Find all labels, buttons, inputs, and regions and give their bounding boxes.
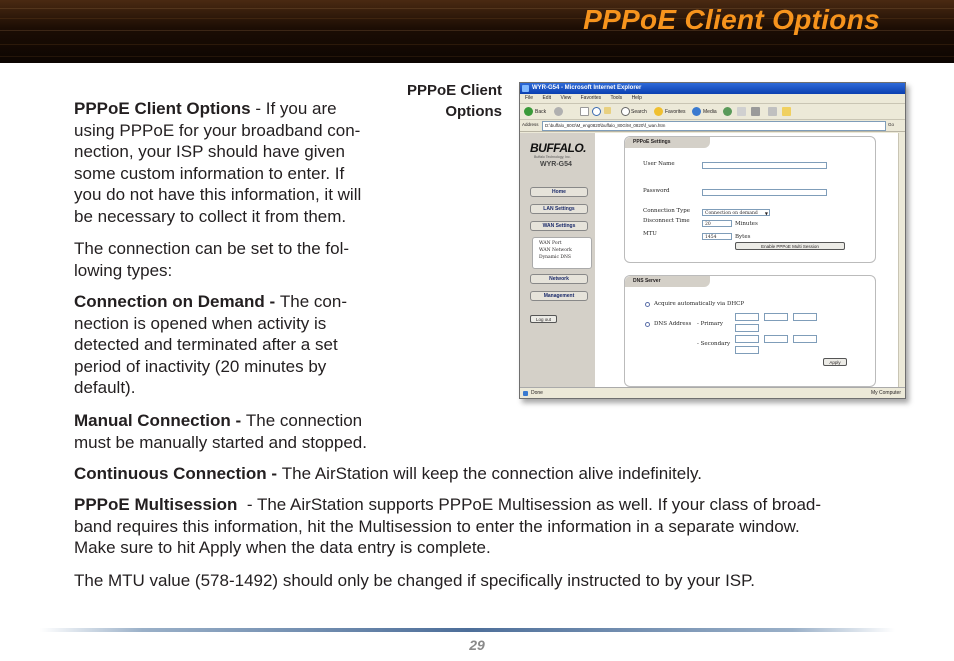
address-input[interactable]: D:\buffalo_80G\M_eng0820\buffalo_80G\M_0820\f_wan.htm — [542, 121, 886, 131]
dns-manual-radio[interactable] — [645, 322, 650, 327]
connection-type-value: Connection on demand — [705, 211, 758, 216]
status-zone: My Computer — [870, 390, 901, 396]
text-line: some custom information to enter. If — [74, 163, 345, 183]
refresh-icon[interactable] — [592, 107, 601, 116]
dns-server-panel — [624, 275, 876, 387]
apply-button[interactable]: Apply — [823, 358, 847, 366]
ie-status-bar — [520, 387, 905, 399]
menu-edit[interactable]: Edit — [542, 95, 552, 101]
search-icon[interactable] — [621, 107, 630, 116]
term-connection-on-demand: Connection on Demand - — [74, 292, 280, 311]
text-line: The con- — [279, 292, 347, 311]
wan-subnav — [532, 237, 592, 269]
text-line: band requires this information, hit the Multisession to enter the information in a separate window. — [74, 516, 800, 536]
search-label: Search — [631, 109, 647, 115]
disconnect-time-input[interactable]: 20 — [702, 220, 732, 227]
home-icon[interactable] — [604, 107, 611, 114]
term-pppoe-client-options: PPPoE Client Options — [74, 99, 251, 118]
paragraph-manual-connection — [74, 410, 404, 453]
text-line: be necessary to collect it from them. — [74, 206, 347, 226]
address-label: Address — [522, 122, 539, 127]
text-line: - The AirStation supports PPPoE Multisession as well. If your class of broad- — [237, 495, 822, 514]
text-line: period of inactivity (20 minutes by — [74, 356, 327, 376]
text-line: detected and terminated after a set — [74, 335, 338, 354]
dns-secondary-octet-1[interactable] — [735, 335, 759, 343]
subnav-wan-network[interactable]: WAN Network — [539, 248, 572, 253]
dns-secondary-octet-4[interactable] — [735, 346, 759, 354]
nav-wan-settings-button[interactable]: WAN Settings — [530, 221, 588, 231]
back-icon[interactable] — [524, 107, 533, 116]
user-name-input[interactable] — [702, 162, 827, 169]
term-manual-connection: Manual Connection - — [74, 411, 246, 430]
paragraph-connection-on-demand — [74, 291, 394, 399]
text-line: lowing types: — [74, 260, 173, 280]
password-input[interactable] — [702, 189, 827, 196]
menu-file[interactable]: File — [525, 95, 534, 101]
edit-icon[interactable] — [768, 107, 777, 116]
page-number: 29 — [469, 637, 485, 653]
text-line: The AirStation will keep the connection alive indefinitely. — [281, 464, 702, 483]
user-name-label: User Name — [643, 161, 675, 167]
nav-management-button[interactable]: Management — [530, 291, 588, 301]
history-icon[interactable] — [723, 107, 732, 116]
menu-tools[interactable]: Tools — [610, 95, 623, 101]
back-label: Back — [535, 109, 547, 115]
text-line: you do not have this information, it will — [74, 185, 362, 204]
page-title: PPPoE Client Options — [583, 4, 880, 35]
chevron-down-icon: ▼ — [764, 211, 768, 216]
router-config-screenshot — [519, 82, 906, 399]
header-banner — [0, 0, 954, 63]
caption-line-1: PPPoE Client — [406, 82, 502, 99]
subnav-dynamic-dns[interactable]: Dynamic DNS — [539, 255, 572, 260]
nav-lan-settings-button[interactable]: LAN Settings — [530, 204, 588, 214]
dns-secondary-label: - Secondary — [697, 341, 731, 347]
dns-primary-octet-2[interactable] — [764, 313, 788, 321]
pppoe-settings-panel — [624, 136, 876, 263]
go-button[interactable]: Go — [888, 122, 895, 127]
ie-address-bar — [520, 120, 905, 132]
figure-caption — [392, 80, 502, 122]
paragraph-pppoe-client-options — [74, 98, 394, 227]
print-icon[interactable] — [751, 107, 760, 116]
text-line: nection, your ISP should have given — [74, 142, 345, 161]
dns-primary-octet-4[interactable] — [735, 324, 759, 332]
text-line: The MTU value (578-1492) should only be changed if specifically instructed to by your ISP. — [74, 571, 755, 590]
text-line: nection is opened when activity is — [74, 313, 327, 333]
page-icon — [523, 391, 528, 396]
dns-primary-octet-3[interactable] — [793, 313, 817, 321]
logout-button[interactable]: Log out — [530, 315, 557, 323]
mtu-label: MTU — [643, 231, 657, 237]
status-done: Done — [531, 390, 543, 396]
logo-subtitle: Buffalo Technology, Inc. — [534, 155, 571, 159]
text-line: must be manually started and stopped. — [74, 432, 367, 452]
minutes-label: Minutes — [735, 221, 758, 227]
favorites-icon[interactable] — [654, 107, 663, 116]
term-pppoe-multisession: PPPoE Multisession — [74, 495, 238, 514]
dns-auto-label: Acquire automatically via DHCP — [654, 301, 745, 307]
pppoe-settings-tab: PPPoE Settings — [625, 137, 710, 148]
router-sidebar — [520, 133, 595, 387]
footer-rule — [40, 628, 895, 632]
ie-toolbar — [520, 104, 905, 120]
ie-menu-bar — [520, 94, 905, 104]
nav-network-button[interactable]: Network — [530, 274, 588, 284]
text-line: default). — [74, 378, 136, 397]
dns-secondary-octet-3[interactable] — [793, 335, 817, 343]
buffalo-logo: BUFFALO. — [530, 141, 586, 155]
menu-favorites[interactable]: Favorites — [580, 95, 602, 101]
text-line: The connection can be set to the fol- — [74, 239, 350, 258]
folder-icon[interactable] — [782, 107, 791, 116]
mtu-input[interactable]: 1454 — [702, 233, 732, 240]
media-label: Media — [703, 109, 717, 115]
mail-icon[interactable] — [737, 107, 746, 116]
media-icon[interactable] — [692, 107, 701, 116]
password-label: Password — [643, 188, 670, 194]
ie-title-bar — [520, 83, 905, 94]
menu-view[interactable]: View — [560, 95, 572, 101]
term-continuous-connection: Continuous Connection - — [74, 464, 282, 483]
connection-type-label: Connection Type — [643, 208, 691, 214]
enable-multisession-button[interactable]: Enable PPPoE Multi Session — [735, 242, 845, 250]
router-page — [520, 133, 905, 387]
dns-server-tab: DNS Server — [625, 276, 710, 287]
subnav-wan-port[interactable]: WAN Port — [539, 241, 562, 246]
ie-icon — [522, 85, 529, 92]
stop-icon[interactable] — [580, 107, 589, 116]
dns-primary-label: - Primary — [697, 321, 723, 327]
menu-help[interactable]: Help — [631, 95, 642, 101]
favorites-label: Favorites — [665, 109, 686, 115]
text-line: using PPPoE for your broadband con- — [74, 120, 361, 140]
dns-primary-octet-1[interactable] — [735, 313, 759, 321]
window-title: WYR-G54 - Microsoft Internet Explorer — [532, 85, 642, 91]
text-line: The connection — [245, 411, 363, 430]
paragraph-connection-types — [74, 238, 394, 281]
forward-icon[interactable] — [554, 107, 563, 116]
text-line: - If you are — [250, 99, 337, 118]
dns-secondary-octet-2[interactable] — [764, 335, 788, 343]
paragraph-mtu — [74, 570, 894, 592]
paragraph-continuous-connection — [74, 463, 894, 485]
caption-line-2: Options — [445, 103, 502, 120]
bytes-label: Bytes — [735, 234, 751, 240]
disconnect-time-label: Disconnect Time — [643, 218, 690, 224]
paragraph-pppoe-multisession — [74, 494, 904, 559]
connection-type-select[interactable] — [702, 209, 770, 216]
dns-auto-radio[interactable] — [645, 302, 650, 307]
model-name: WYR-G54 — [540, 161, 572, 168]
text-line: Make sure to hit Apply when the data entry is complete. — [74, 538, 491, 557]
page-scrollbar[interactable] — [898, 133, 905, 387]
dns-address-label: DNS Address — [654, 321, 692, 327]
nav-home-button[interactable]: Home — [530, 187, 588, 197]
